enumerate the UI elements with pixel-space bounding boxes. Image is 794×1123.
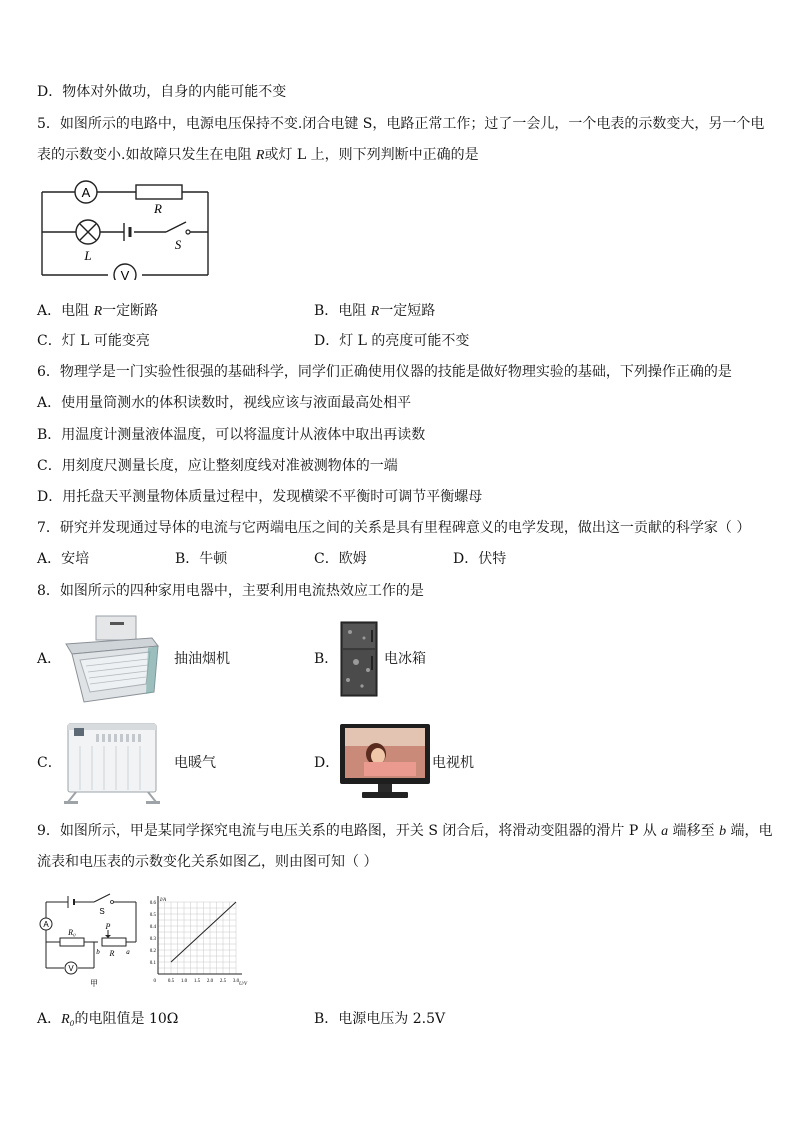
q4-option-d: D．物体对外做功，自身的内能可能不变 (37, 84, 287, 100)
q9-slider-label: P (105, 922, 111, 931)
q8-label-d: 电视机 (432, 755, 474, 771)
origin-label: 0 (153, 979, 156, 984)
q8-stem: 8．如图所示的四种家用电器中，主要利用电流热效应工作的是 (37, 583, 424, 599)
q6-stem: 6．物理学是一门实验性很强的基础科学，同学们正确使用仪器的技能是做好物理实验的基础，下列操作正确的是 (37, 364, 732, 380)
q8-label-b: 电冰箱 (384, 651, 426, 667)
y-tick-label: 0.2 (149, 949, 156, 954)
x-axis-label: U/V (239, 982, 248, 987)
q7-option-c: C．欧姆 (314, 551, 367, 567)
q9-circuit-caption: 甲 (90, 979, 98, 988)
q6-option-c: C．用刻度尺测量长度，应让整刻度线对准被测物体的一端 (37, 458, 398, 474)
y-tick-label: 0.4 (149, 925, 156, 930)
q7-stem: 7．研究并发现通过导体的电流与它两端电压之间的关系是具有里程碑意义的电学发现，做出这一贡献的科学家（ ） (37, 520, 751, 536)
voltmeter-label: V (120, 268, 130, 280)
q9-stem-line1: 9．如图所示，甲是某同学探究电流与电压关系的电路图，开关 S 闭合后，将滑动变阻器的滑片 P 从 a 端移至 b 端，电 (37, 823, 773, 839)
switch-symbol (166, 222, 186, 232)
q7-option-b: B．牛顿 (175, 551, 228, 567)
q9-stem-line2: 流表和电压表的示数变化关系如图乙，则由图可知（ ） (37, 854, 378, 870)
y-axis-label: I/A (160, 898, 167, 903)
q5-option-d: D．灯 L 的亮度可能不变 (314, 333, 470, 349)
q8-option-c-letter: C． (37, 755, 62, 771)
q9-ammeter-label: A (43, 920, 49, 929)
y-tick-label: 0.1 (149, 961, 156, 966)
x-tick-label: 2.5 (219, 979, 227, 984)
q9-option-a: A．R₀的电阻值是 10Ω (37, 1011, 179, 1027)
q7-option-a: A．安培 (37, 551, 90, 567)
q5-circuit-diagram (38, 180, 214, 280)
q9-iu-chart (140, 894, 256, 994)
y-tick-label: 0.6 (149, 901, 156, 906)
electric-heater-image (62, 718, 162, 806)
q9-end-a-label: a (126, 948, 130, 956)
x-tick-label: 0.5 (167, 979, 175, 984)
q8-option-b-letter: B． (314, 651, 339, 667)
q6-option-b: B．用温度计测量液体温度，可以将温度计从液体中取出再读数 (37, 427, 426, 443)
lamp-label: L (84, 248, 92, 263)
ammeter-label: A (81, 185, 91, 200)
x-tick-label: 1.0 (180, 979, 188, 984)
q5-option-c: C．灯 L 可能变亮 (37, 333, 150, 349)
q5-option-a: A．电阻 R一定断路 (37, 303, 159, 319)
q5-stem-line1: 5．如图所示的电路中，电源电压保持不变.闭合电键 S，电路正常工作；过了一会儿，一个电表的示数变大，另一个电 (37, 116, 765, 132)
q7-option-d: D．伏特 (453, 551, 507, 567)
x-tick-label: 2.0 (206, 979, 214, 984)
q9-end-b-label: b (96, 948, 100, 956)
x-tick-label: 1.5 (193, 979, 201, 984)
q5-stem-line2: 表的示数变小.如故障只发生在电阻 R或灯 L 上，则下列判断中正确的是 (37, 147, 479, 163)
q5-option-b: B．电阻 R一定短路 (314, 303, 436, 319)
switch-label: S (174, 237, 182, 252)
q9-option-b: B．电源电压为 2.5V (314, 1011, 446, 1027)
q8-label-c: 电暖气 (174, 755, 216, 771)
x-tick-label: 3.0 (232, 979, 240, 984)
y-tick-label: 0.3 (149, 937, 156, 942)
refrigerator-image (338, 620, 380, 698)
q8-label-a: 抽油烟机 (174, 651, 230, 667)
q6-option-a: A．使用量筒测水的体积读数时，视线应该与液面最高处相平 (37, 395, 412, 411)
q8-option-a-letter: A． (37, 651, 62, 667)
q9-switch-label: S (99, 907, 105, 916)
q9-voltmeter-label: V (68, 964, 74, 973)
resistor-symbol (136, 185, 182, 199)
q6-option-d: D．用托盘天平测量物体质量过程中，发现横梁不平衡时可调节平衡螺母 (37, 489, 483, 505)
q8-option-d-letter: D． (314, 755, 340, 771)
resistor-label: R (154, 201, 162, 216)
range-hood-image (62, 614, 162, 706)
television-image (338, 722, 432, 802)
q9-rheostat-label: R (109, 949, 115, 958)
q9-circuit-diagram (36, 890, 144, 990)
q9-r0-label: R₀ (68, 928, 76, 937)
y-tick-label: 0.5 (149, 913, 156, 918)
